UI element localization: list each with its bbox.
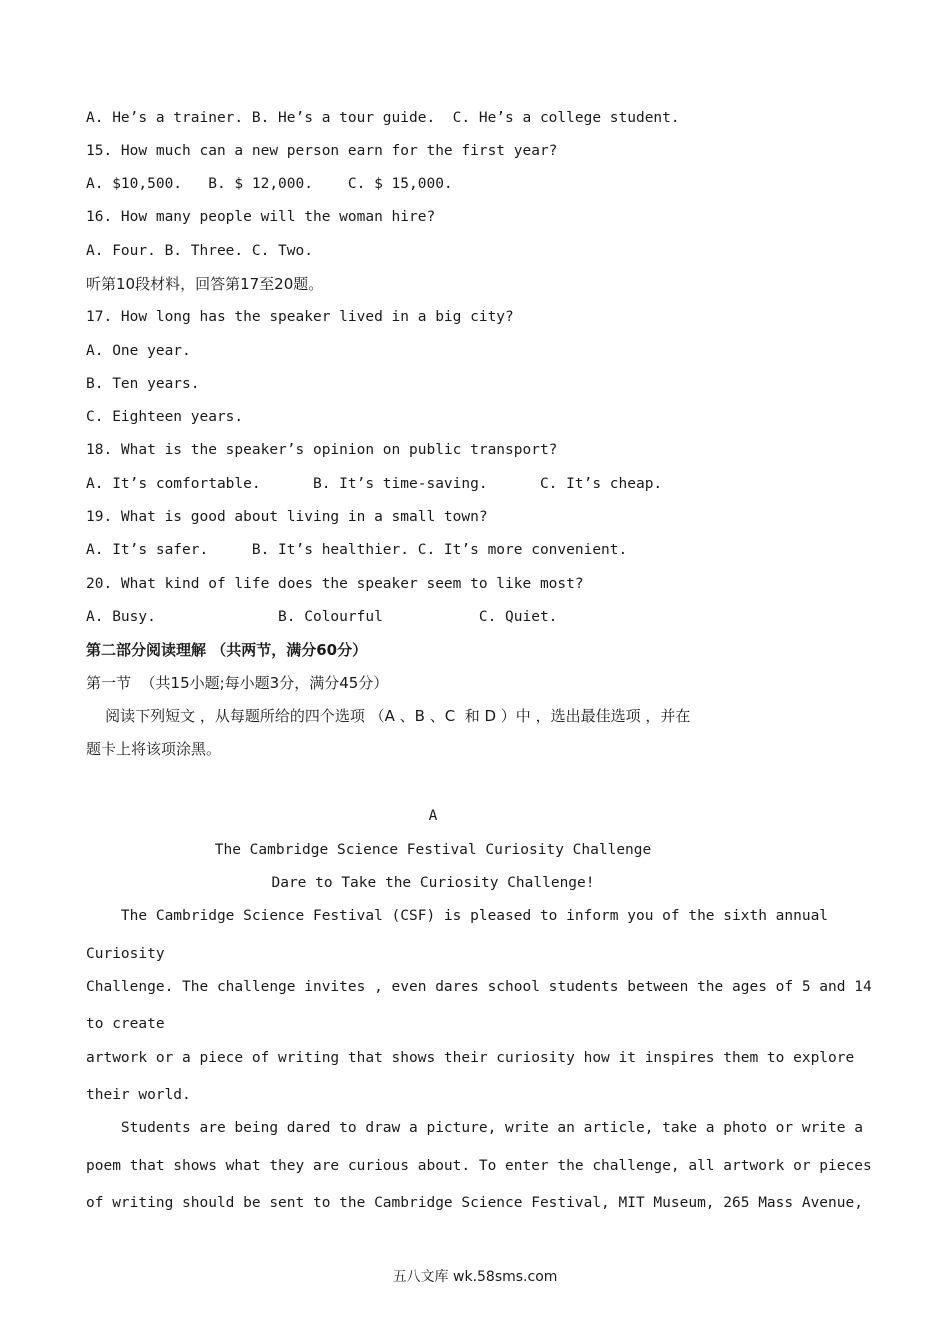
passage-line: of writing should be sent to the Cambridge Science Festival, MIT Museum, 265 Mass Avenue, [86, 1195, 863, 1211]
passage-letter: A [428, 808, 438, 824]
q20-question: 20. What kind of life does the speaker seem to like most? [86, 576, 584, 592]
q19-question: 19. What is good about living in a small town? [86, 509, 488, 525]
passage-line: poem that shows what they are curious about. To enter the challenge, all artwork or pieces [86, 1158, 872, 1174]
passage-line: artwork or a piece of writing that shows their curiosity how it inspires them to explore [86, 1050, 855, 1066]
section10-instruction: 听第10段材料，回答第17至20题。 [86, 275, 324, 293]
q17-option-a: A. One year. [86, 343, 191, 359]
instruction-line-1: 阅读下列短文 ，从每题所给的四个选项 （A 、B 、C 和 D ）中 ，选出最佳选项 ，并在 [86, 707, 691, 725]
passage-title: The Cambridge Science Festival Curiosity Challenge [214, 842, 652, 858]
instruction-line-2: 题卡上将该项涂黑。 [86, 740, 222, 758]
q17-option-c: C. Eighteen years. [86, 409, 244, 425]
q18-options: A. It’s comfortable. B. It’s time-saving. C. It’s cheap. [86, 476, 663, 492]
passage-line: their world. [86, 1087, 191, 1103]
footer-watermark: 五八文库 wk.58sms.com [392, 1269, 558, 1285]
q16-question: 16. How many people will the woman hire? [86, 209, 436, 225]
q15-options: A. $10,500. B. $ 12,000. C. $ 15,000. [86, 176, 453, 192]
q16-options: A. Four. B. Three. C. Two. [86, 243, 313, 259]
passage-line: Challenge. The challenge invites , even dares school students between the ages of 5 and 14 [86, 979, 872, 995]
passage-line: Curiosity [86, 946, 165, 962]
q17-option-b: B. Ten years. [86, 376, 200, 392]
q15-question: 15. How much can a new person earn for the first year? [86, 143, 558, 159]
section1-heading: 第一节 （共15小题;每小题3分，满分45分） [86, 674, 389, 692]
part2-heading: 第二部分阅读理解 （共两节，满分60分） [86, 641, 368, 659]
q17-question: 17. How long has the speaker lived in a big city? [86, 309, 514, 325]
q20-options: A. Busy. B. Colourful C. Quiet. [86, 609, 558, 625]
passage-line: Students are being dared to draw a picture, write an article, take a photo or write a [86, 1120, 863, 1136]
q18-question: 18. What is the speaker’s opinion on public transport? [86, 442, 558, 458]
passage-line: to create [86, 1016, 165, 1032]
q19-options: A. It’s safer. B. It’s healthier. C. It’s more convenient. [86, 542, 628, 558]
passage-line: The Cambridge Science Festival (CSF) is pleased to inform you of the sixth annual [86, 908, 829, 924]
q14-options: A. He’s a trainer. B. He’s a tour guide. C. He’s a college student. [86, 110, 680, 126]
passage-subtitle: Dare to Take the Curiosity Challenge! [271, 875, 595, 891]
